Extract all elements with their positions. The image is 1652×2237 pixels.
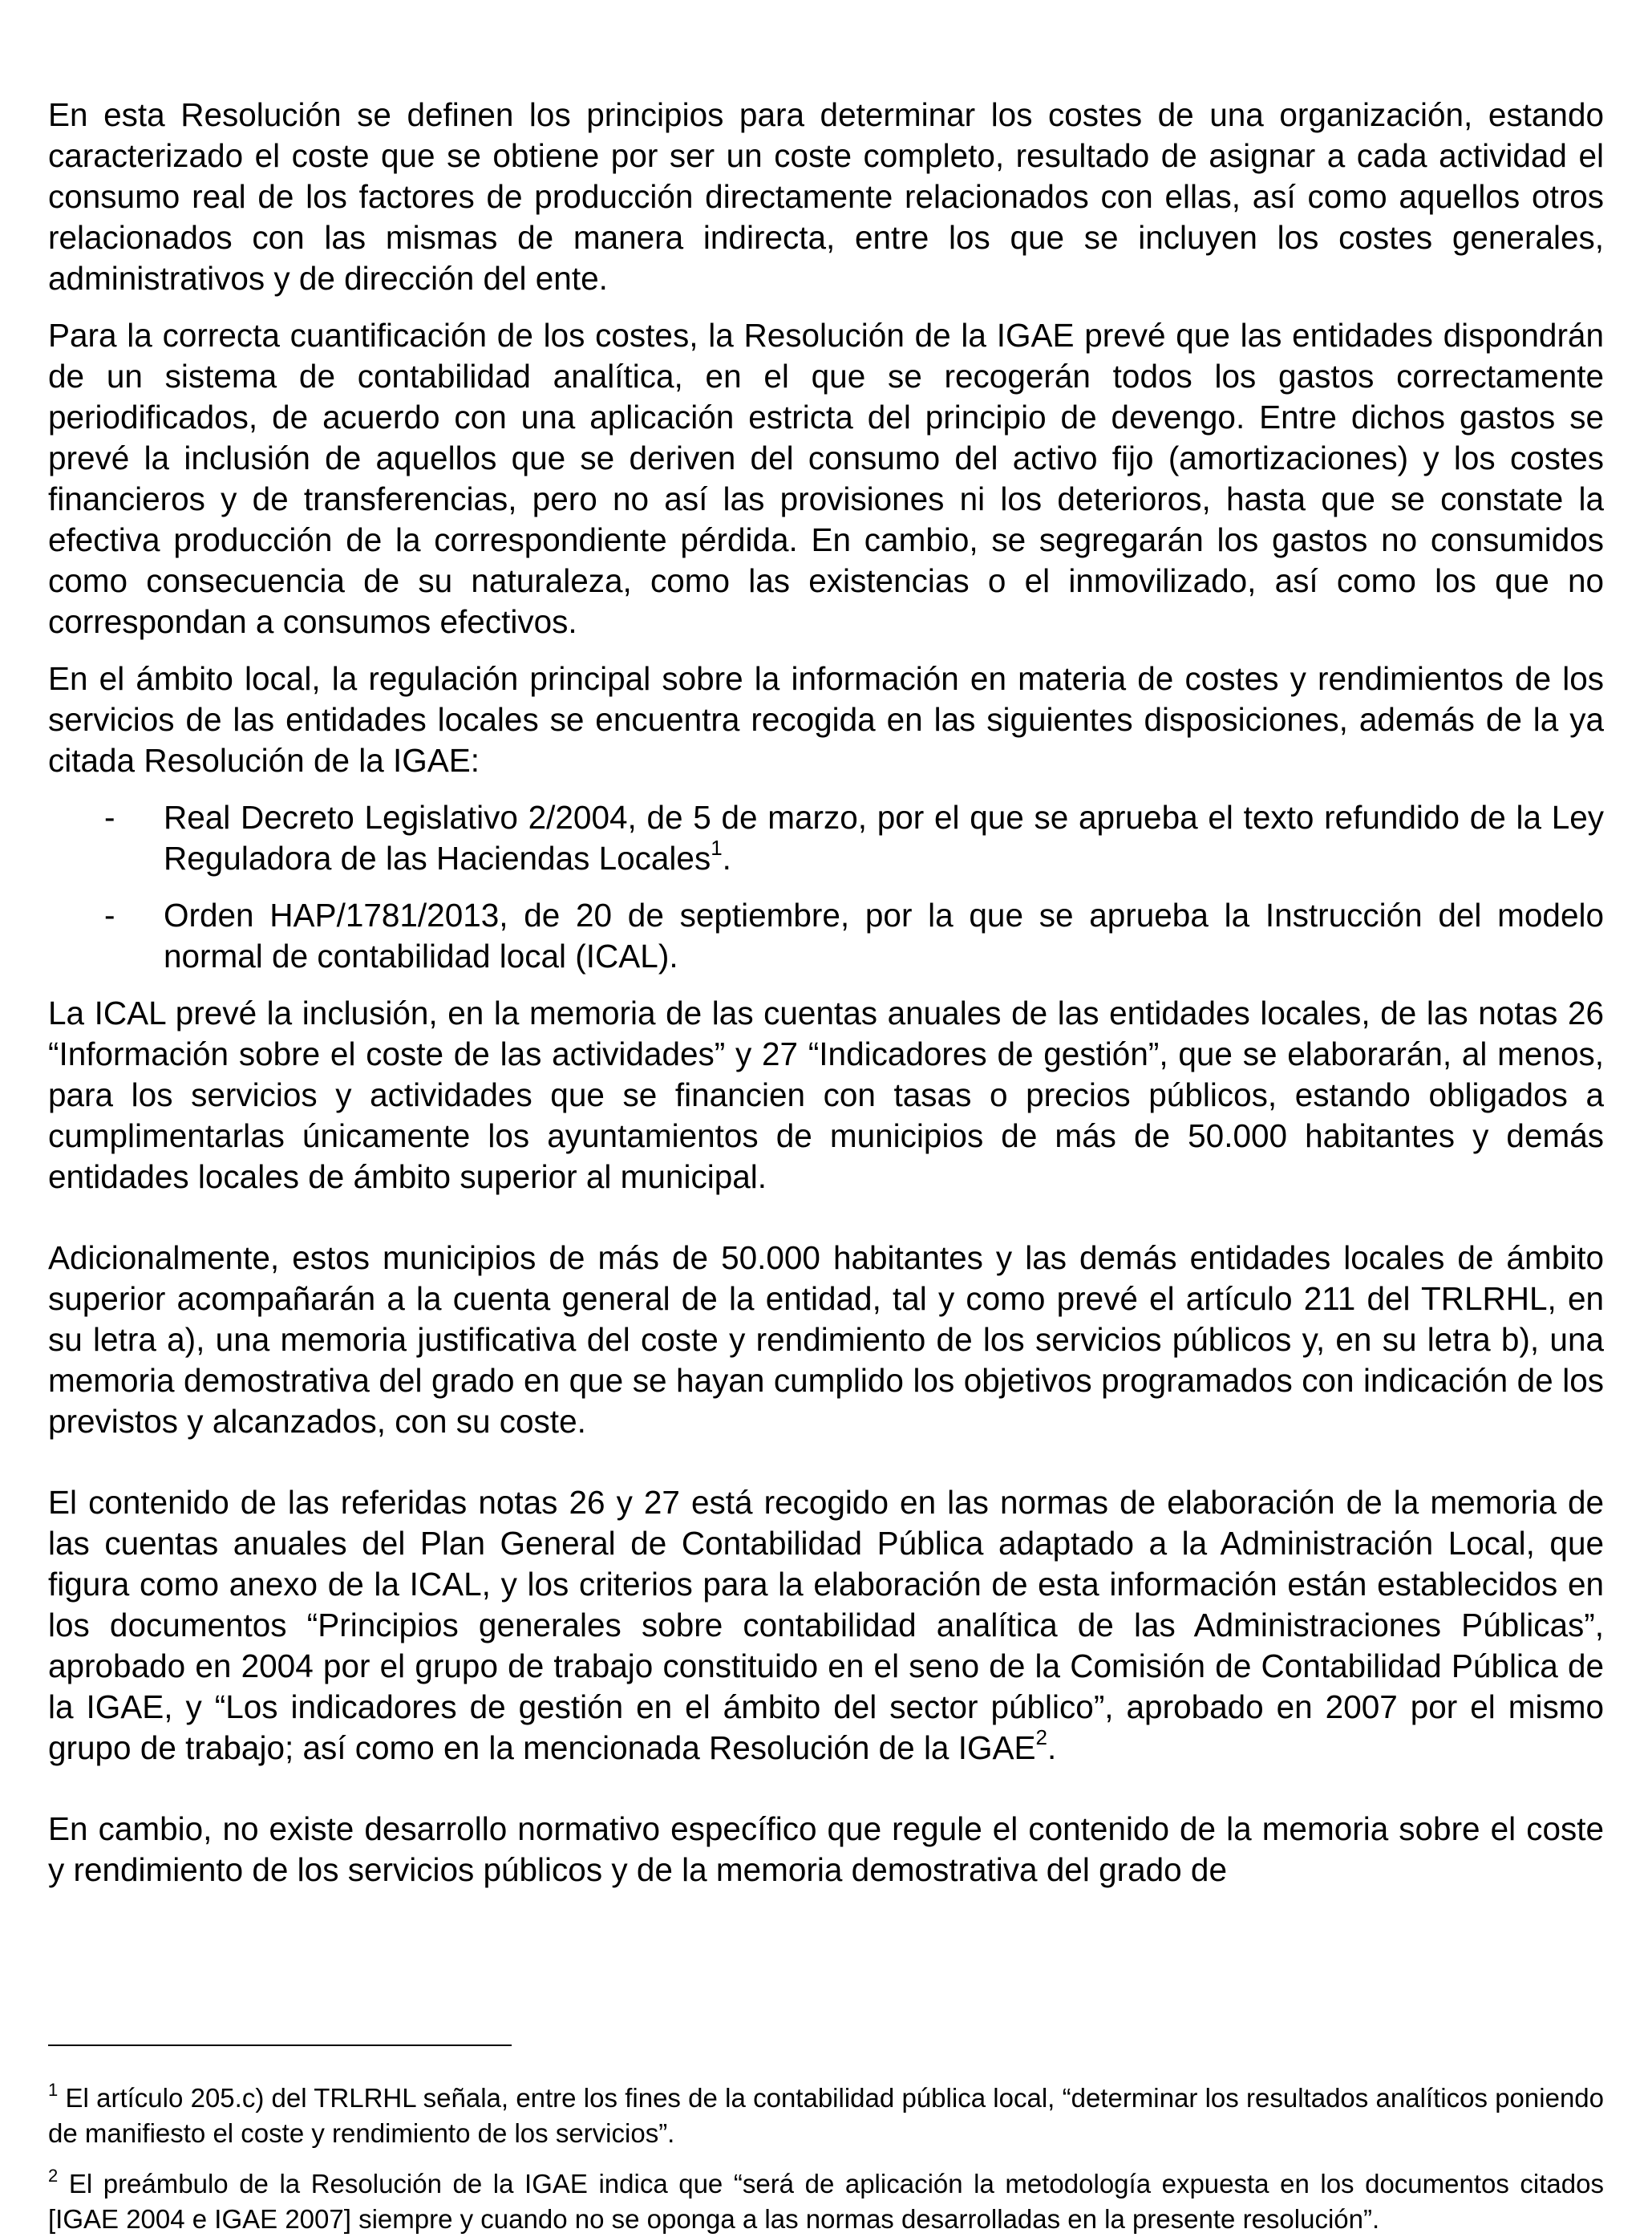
disposiciones-list [48,797,1604,977]
list-item [48,797,1604,879]
paragraph-contenido-notas [48,1482,1604,1769]
paragraph-cuantificacion-costes: Para la correcta cuantificación de los costes, la Resolución de la IGAE prevé que las entidades dispondrán de un sistema de contabilidad analítica, en el que se recogerán todos los gastos correctamente periodificados, de acuerdo con una aplicación estricta del principio de devengo. Entre dichos gastos se prevé la inclusión de aquellos que se deriven del consumo del activo fijo (amortizaciones) y los costes financieros y de transferencias, pero no así las provisiones ni los deterioros, hasta que se constate la efectiva producción de la correspondiente pérdida. En cambio, se segregarán los gastos no consumidos como consecuencia de su naturaleza, como las existencias o el inmovilizado, así como los que no correspondan a consumos efectivos. [48,317,1604,640]
paragraph-ical-notas: La ICAL prevé la inclusión, en la memoria de las cuentas anuales de las entidades locales, de las notas 26 “Información sobre el coste de las actividades” y 27 “Indicadores de gestión”, que se elaborarán, al menos, para los servicios y actividades que se financien con tasas o precios públicos, estando obligados a cumplimentarlas únicamente los ayuntamientos de municipios de más de 50.000 habitantes y demás entidades locales de ámbito superior al municipal. [48,995,1604,1195]
list-dash: - [104,799,115,836]
document-body [48,95,1604,1891]
paragraph-ambito-local: En el ámbito local, la regulación principal sobre la información en materia de costes y rendimientos de los servicios de las entidades locales se encuentra recogida en las siguientes disposiciones, además de la ya citada Resolución de la IGAE: [48,660,1604,779]
list-item [48,895,1604,977]
footnote-ref-2: 2 [1035,1724,1047,1749]
footnote-1 [48,2081,1604,2151]
list-item-tail: . [722,840,731,877]
footnote-number: 2 [48,2166,59,2186]
list-item-text: Real Decreto Legislativo 2/2004, de 5 de marzo, por el que se aprueba el texto refundido de la Ley Reguladora de las Haciendas Locales [164,799,1604,877]
paragraph-tail: . [1047,1729,1057,1766]
paragraph-adicionalmente: Adicionalmente, estos municipios de más de 50.000 habitantes y las demás entidades locales de ámbito superior acompañarán a la cuenta general de la entidad, tal y como prevé el artículo 211 del TRLRHL, en su letra a), una memoria justificativa del coste y rendimiento de los servicios públicos y, en su letra b), una memoria demostrativa del grado en que se hayan cumplido los objetivos programados con indicación de los previstos y alcanzados, con su coste. [48,1239,1604,1440]
footnote-number: 1 [48,2080,59,2100]
paragraph-en-cambio: En cambio, no existe desarrollo normativo específico que regule el contenido de la memoria sobre el coste y rendimiento de los servicios públicos y de la memoria demostrativa del grado de [48,1810,1604,1888]
paragraph-resolucion-principios: En esta Resolución se definen los principios para determinar los costes de una organización, estando caracterizado el coste que se obtiene por ser un coste completo, resultado de asignar a cada actividad el consumo real de los factores de producción directamente relacionados con ellas, así como aquellos otros relacionados con las mismas de manera indirecta, entre los que se incluyen los costes generales, administrativos y de dirección del ente. [48,96,1604,297]
list-dash: - [104,897,115,934]
footnote-separator [48,2045,512,2046]
paragraph-text: El contenido de las referidas notas 26 y 27 está recogido en las normas de elaboración de la memoria de las cuentas anuales del Plan General de Contabilidad Pública adaptado a la Administración Local, que figura como anexo de la ICAL, y los criterios para la elaboración de esta información están establecidos en los documentos “Principios generales sobre contabilidad analítica de las Administraciones Públicas”, aprobado en 2004 por el grupo de trabajo constituido en el seno de la Comisión de Contabilidad Pública de la IGAE, y “Los indicadores de gestión en el ámbito del sector público”, aprobado en 2007 por el mismo grupo de trabajo; así como en la mencionada Resolución de la IGAE [48,1484,1604,1766]
footnote-text: El preámbulo de la Resolución de la IGAE indica que “será de aplicación la metodología expuesta en los documentos citados [IGAE 2004 e IGAE 2007] siempre y cuando no se oponga a las normas desarrolladas en la presente resolución”. [48,2169,1604,2234]
footnote-text: El artículo 205.c) del TRLRHL señala, entre los fines de la contabilidad pública local, “determinar los resultados analíticos poniendo de manifiesto el coste y rendimiento de los servicios”. [48,2083,1605,2148]
footnotes [48,2081,1604,2237]
list-item-text: Orden HAP/1781/2013, de 20 de septiembre, por la que se aprueba la Instrucción del modelo normal de contabilidad local (ICAL). [164,897,1604,975]
footnote-ref-1: 1 [711,835,723,860]
